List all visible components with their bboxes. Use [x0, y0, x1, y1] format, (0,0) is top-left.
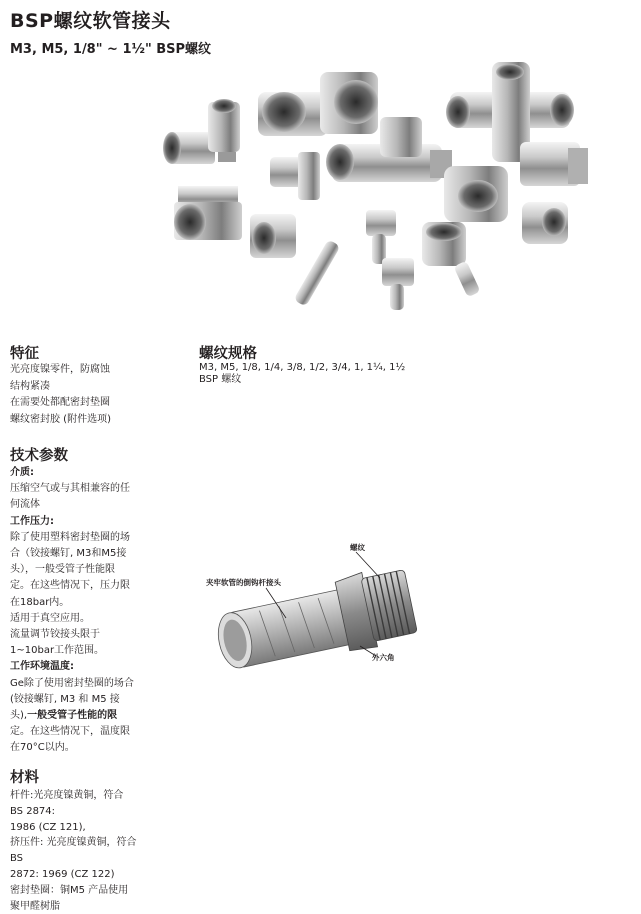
diagram-label-barb: 夹牢软管的倒钩杆接头: [206, 578, 281, 587]
elbow-fitting-left: [163, 99, 240, 164]
materials-line: 杆件:光亮度镍黄铜，符合: [10, 790, 124, 801]
materials-line: 聚甲醛树脂: [10, 900, 60, 912]
medium-line: 何流体: [10, 499, 40, 511]
thread-spec-heading: 螺纹规格: [199, 346, 257, 362]
medium-line: 压缩空气或与其相兼容的任: [10, 483, 130, 495]
materials-line: 1986 (CZ 121),: [10, 821, 86, 833]
diagram-label-thread: 螺纹: [350, 543, 365, 552]
materials-line: BS: [10, 853, 24, 865]
thread-spec-body: [199, 362, 439, 386]
pressure-line: 头），一般受管子性能限: [10, 564, 115, 576]
materials-line: 2872: 1969 (CZ 122): [10, 868, 115, 880]
reducer-fitting-right: [522, 202, 568, 244]
pressure-line: 合（铰接螺钉, M3和M5接: [10, 548, 127, 560]
thread-type: BSP 螺纹: [199, 374, 242, 385]
materials-line: 密封垫圈：铜M5 产品使用: [10, 884, 129, 896]
materials-line: BS 2874:: [10, 805, 56, 817]
pressure-line: 除了使用塑料密封垫圈的场: [10, 531, 130, 543]
temperature-line: 定。在这些情况下，温度限: [10, 726, 130, 738]
features-list-item: 结构紧凑: [10, 380, 50, 392]
tech-params-body: [10, 465, 158, 757]
pressure-line: 在18bar内。: [10, 596, 70, 608]
pressure-line: 定。在这些情况下，压力限: [10, 580, 130, 592]
medium-label: 介质:: [10, 467, 34, 478]
temperature-line: Ge除了使用密封垫圈的场合: [10, 677, 134, 689]
features-heading: 特征: [10, 346, 39, 362]
elbow-fitting-center: [258, 72, 378, 136]
temperature-line: 头),一般受管子性能的限: [10, 710, 118, 722]
hex-nipple-left: [174, 186, 242, 240]
fittings-product-photo: [160, 62, 590, 324]
hex-nipple-small: [250, 214, 296, 258]
page-title: BSP螺纹软管接头: [10, 10, 171, 32]
thread-sizes: M3, M5, 1/8, 1/4, 3/8, 1/2, 3/4, 1, 1¼, 1½: [199, 362, 406, 373]
diagram-label-hex: 外六角: [372, 653, 395, 662]
hex-adapter-right-middle: [444, 166, 508, 222]
pressure-line: 1~10bar工作范围。: [10, 645, 105, 657]
pressure-line: 流量调节铰接头限于: [10, 629, 100, 641]
temperature-line: 在70°C以内。: [10, 742, 75, 754]
materials-line: 挤压件: 光亮度镍黄铜，符合: [10, 837, 137, 849]
hose-barb-fittings: [293, 210, 480, 310]
features-list: [10, 362, 111, 428]
temperature-line: (铰接螺钉, M3 和 M5 接: [10, 693, 120, 705]
male-adapter-right: [520, 142, 588, 186]
materials-body: [10, 788, 170, 914]
page-subtitle: M3, M5, 1/8" ~ 1½" BSP螺纹: [10, 42, 212, 57]
temperature-label: 工作环境温度:: [10, 661, 74, 673]
features-list-item: 光亮度镍零件，防腐蚀: [10, 364, 110, 375]
materials-heading: 材料: [10, 770, 39, 786]
features-list-item: 在需要处都配密封垫圈: [10, 397, 110, 408]
small-elbow-fitting: [270, 152, 320, 200]
pressure-line: 适用于真空应用。: [10, 612, 90, 624]
features-list-item: 螺纹密封胶 (附件选项): [10, 413, 111, 425]
tech-params-heading: 技术参数: [10, 448, 68, 464]
pressure-label: 工作压力:: [10, 515, 54, 527]
